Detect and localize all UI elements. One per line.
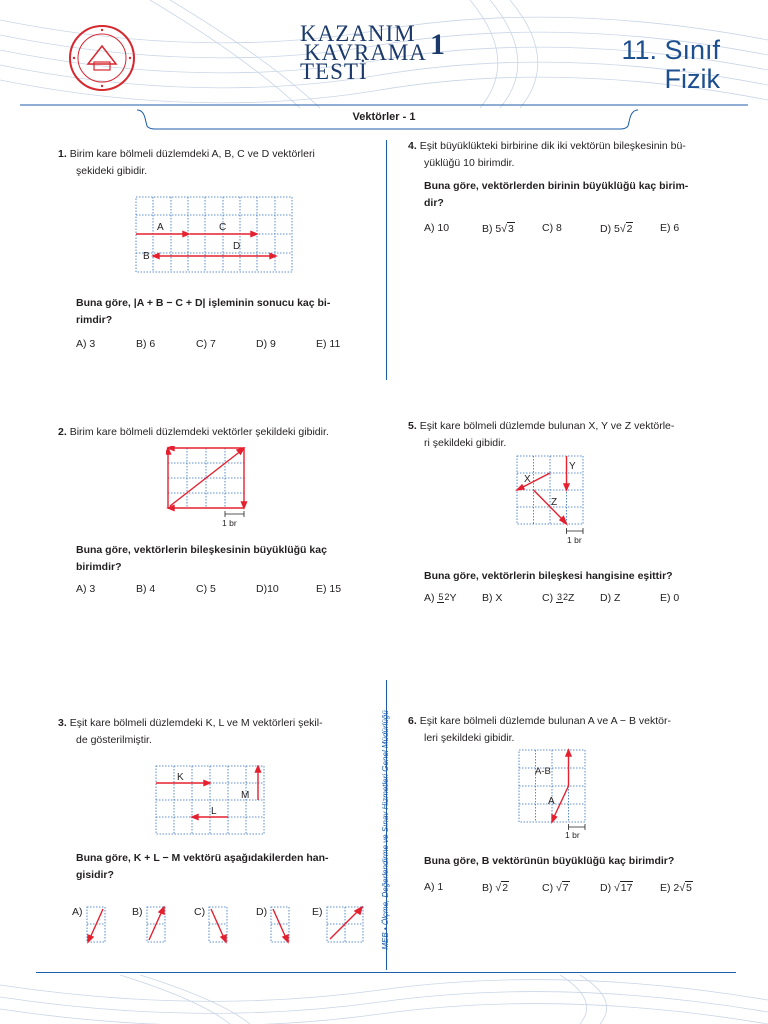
q4-question-line1: Buna göre, vektörlerden birinin büyüklüğü kaç birim- [424,180,689,192]
q4-option-b-letter: B) 5 [482,223,502,235]
subject-label: Fizik [664,64,720,94]
q1-question [76,295,376,329]
brand-line-2: KAVRAMA [304,40,427,65]
q5-option-c[interactable] [542,592,600,604]
q6-option-d[interactable]: D) √17 [600,882,633,894]
q6-vectors: A ve A − B [587,715,636,727]
q1-vectors: A, B, C ve D [211,148,270,160]
q3-options [72,906,372,946]
question-1 [58,146,376,180]
q3-vectors: K, L ve M [205,717,250,729]
q2-options [76,583,376,595]
q6-question-pre: Buna göre, [424,855,479,867]
q6-option-e[interactable]: E) 2√5 [660,882,692,894]
q6-figure [517,748,589,840]
brand-number: 1 [430,28,445,61]
question-3 [58,715,376,749]
q1-question-pre: Buna göre, [76,297,131,309]
q3-option-d-figure [270,906,292,944]
q3-option-c-letter: C) [194,906,206,918]
q2-option-d[interactable]: D)10 [256,583,279,595]
test-title: Vektörler - 1 [352,111,416,123]
footer-line [36,972,736,973]
q3-question-line2: gisidir? [76,869,114,881]
q2-option-c[interactable]: C) 5 [196,583,216,595]
q5-question: Buna göre, vektörlerin bileşkesi hangisine eşittir? [424,570,673,582]
q4-option-d-letter: D) 5 [600,223,620,235]
q1-option-b[interactable]: B) 6 [136,338,156,350]
q3-expression: K + L − M [133,852,181,864]
q5-label-y: Y [569,461,576,472]
q4-text-line2: yüklüğü 10 birimdir. [424,157,515,169]
q1-option-e[interactable]: E) 11 [316,338,341,350]
q5-figure [515,454,595,549]
q2-unit-label: 1 br [222,518,237,528]
q3-label-m: M [241,790,250,801]
q3-option-a-figure [86,906,108,944]
brand-line-3: TESTİ [300,59,368,84]
q5-option-e[interactable]: E) 0 [660,592,680,604]
q1-option-c[interactable]: C) 7 [196,338,216,350]
q6-label-amb: A-B [535,766,551,777]
q2-question-line2: birimdir? [76,561,122,573]
q1-text-a: Birim kare bölmeli düzlemdeki [69,148,210,160]
q1-expression: |A + B − C + D| [133,297,206,309]
q5-option-a[interactable] [424,592,482,604]
q5-text-c: ri şekildeki gibidir. [424,437,507,449]
q2-option-a[interactable]: A) 3 [76,583,96,595]
q6-question-post: vektörünün büyüklüğü kaç birimdir? [492,855,675,867]
q5-number: 5. [408,420,417,432]
q1-label-a: A [157,222,164,233]
q2-option-e[interactable]: E) 15 [316,583,342,595]
q5-option-b[interactable]: B) X [482,592,503,604]
q6-option-b-letter: B) [482,882,493,894]
q6-option-c-letter: C) [542,882,554,894]
q6-question-vec: B [481,855,490,867]
q1-options [76,338,376,350]
q1-question-post: işleminin sonucu kaç bi- [208,297,331,309]
q2-number: 2. [58,426,67,438]
q4-option-b-root: 3 [508,223,514,235]
q5-label-x: X [524,474,531,485]
q6-number: 6. [408,715,417,727]
q4-option-b[interactable]: B) 5√3 [482,223,514,235]
q2-figure [166,446,256,530]
q5-option-c-frac [556,593,568,603]
q2-text: Birim kare bölmeli düzlemdeki vektörler şekildeki gibidir. [69,426,329,438]
q6-label-a: A [548,796,555,807]
question-2 [58,424,376,441]
q3-question-post: vektörü aşağıdakilerden han- [183,852,329,864]
q6-text-a: Eşit kare bölmeli düzlemde bulunan [419,715,586,727]
q6-text-b: vektör- [638,715,671,727]
q4-option-c[interactable]: C) 8 [542,222,562,234]
q6-option-c-root: 7 [562,882,569,894]
q3-figure [155,765,267,837]
q1-text-b: vektörleri [272,148,315,160]
q1-label-c: C [219,222,227,233]
footer-pattern [0,975,768,1024]
q4-option-a[interactable]: A) 10 [424,222,450,234]
grade-label: 11. Sınıf [621,35,720,65]
q5-option-a-frac [437,593,449,603]
q1-label-d: D [233,241,241,252]
q1-option-a[interactable]: A) 3 [76,338,96,350]
question-4 [408,138,728,172]
q5-option-a-num: 5 [438,592,444,603]
meb-logo [68,24,136,92]
q1-number: 1. [58,148,67,160]
q3-option-b-letter: B) [132,906,143,918]
q6-question [424,853,734,870]
grade-subject [621,36,720,94]
q1-text-c: şekideki gibidir. [76,165,148,177]
q4-question-line2: dir? [424,197,444,209]
q3-option-d-letter: D) [256,906,268,918]
q6-option-b[interactable]: B) √2 [482,882,509,894]
q1-figure [135,196,295,274]
q5-option-c-letter: C) [542,592,554,604]
q5-vectors: X, Y ve Z [588,420,632,432]
q3-option-c-figure [208,906,230,944]
side-text: MEB • Ölçme, Değerlendirme ve Sınav Hizmetleri Genel Müdürlüğü [381,710,390,950]
q6-option-c[interactable]: C) √7 [542,882,569,894]
q4-option-d[interactable]: D) 5√2 [600,223,633,235]
q3-question-pre: Buna göre, [76,852,131,864]
q5-options [424,592,700,604]
question-6 [408,713,728,747]
q5-option-a-letter: A) [424,592,435,604]
q3-option-b-figure [146,906,168,944]
q4-text-line1: Eşit büyüklükteki birbirine dik iki vektörün bileşkesinin bü- [419,140,686,152]
q3-option-e-figure [326,906,366,944]
q2-question-line1: Buna göre, vektörlerin bileşkesinin büyüklüğü kaç [76,544,327,556]
q3-option-a-letter: A) [72,906,83,918]
q5-unit-label: 1 br [567,535,582,545]
q3-label-k: K [177,772,184,783]
q5-option-c-num: 3 [557,592,563,603]
brand-logo [300,21,450,84]
q5-text-b: vektörle- [634,420,675,432]
q3-option-e-letter: E) [312,906,323,918]
q3-question [76,850,376,884]
q5-option-d[interactable]: D) Z [600,592,621,604]
q1-label-b: B [143,251,150,262]
q6-unit-label: 1 br [565,830,580,840]
q3-text-a: Eşit kare bölmeli düzlemdeki [69,717,203,729]
q5-option-a-vec: Y [449,592,457,604]
q3-text-c: de gösterilmiştir. [76,734,152,746]
side-text-bg [380,380,394,680]
q5-option-c-vec: Z [568,592,575,604]
q3-number: 3. [58,717,67,729]
q6-option-d-root: 17 [620,882,633,894]
q6-option-b-root: 2 [502,882,509,894]
q5-label-z: Z [551,497,558,508]
brand-line-1: KAZANIM [300,21,416,46]
q6-option-d-letter: D) [600,882,612,894]
q6-options [424,881,720,894]
q4-question [424,178,724,212]
q2-question [76,542,376,576]
q3-text-b: vektörleri şekil- [252,717,323,729]
q6-text-c: leri şekildeki gibidir. [424,732,515,744]
q1-option-d[interactable]: D) 9 [256,338,276,350]
q1-question-line2: rimdir? [76,314,113,326]
q6-option-a[interactable]: A) 1 [424,881,444,893]
q6-option-e-letter: E) 2 [660,882,680,894]
q6-option-e-root: 5 [686,882,692,894]
q5-text-a: Eşit kare bölmeli düzlemde bulunan [419,420,586,432]
q4-option-e[interactable]: E) 6 [660,222,680,234]
q2-option-b[interactable]: B) 4 [136,583,156,595]
question-5 [408,418,728,452]
q5-option-a-den: 2 [444,592,450,603]
q5-option-c-den: 2 [563,592,569,603]
q3-label-l: L [211,806,217,817]
q4-options [424,222,710,235]
q4-number: 4. [408,140,417,152]
q4-option-d-root: 2 [626,223,633,235]
